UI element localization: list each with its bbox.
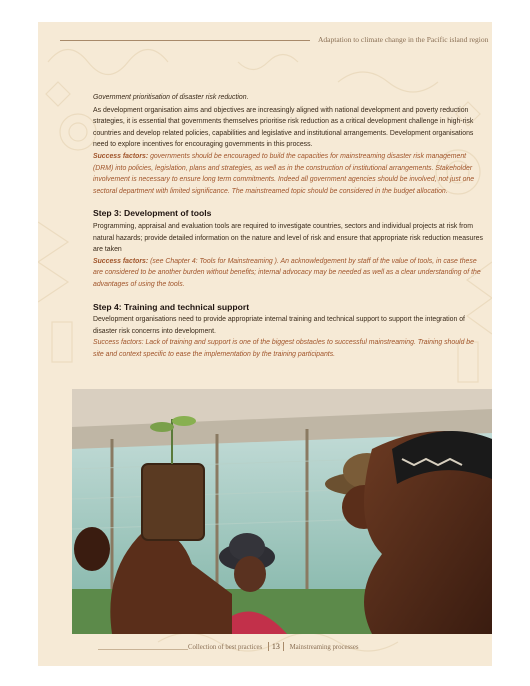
intro-success-label: Success factors:	[93, 152, 149, 160]
step3-success-text: (see Chapter 4: Tools for Mainstreaming ). An acknowledgement by staff of the value of tools, in case these are considered to be another burden without benefits; internal advocacy may be needed as well as a clear understanding of the advantages of using the tools.	[93, 257, 481, 288]
page-number: 13	[268, 642, 284, 651]
intro-heading: Government prioritisation of disaster risk reduction.	[93, 94, 249, 101]
step3-success-label: Success factors:	[93, 257, 149, 265]
intro-success-factors	[93, 151, 483, 197]
intro-body: As development organisation aims and objectives are increasingly aligned with national development and poverty reduction strategies, it is essential that governments themselves prioritise risk reduction as a critical development challenge in high-risk countries and develop related policies, capabilities and legislative and institutional arrangements. Development organisations need to explore incentives for encouraging governments in this process.	[93, 106, 474, 149]
training-photo	[72, 389, 492, 634]
intro-success-text: governments should be encouraged to build the capacities for mainstreaming disaster risk management (DRM) into policies, legislation, plans and strategies, as well as in the construction of institutional arrangements. Stakeholder involvement is necessary to ensure long term commitments. Indeed all government agencies should be involved, not just one sectoral department with limited significance. The mainstreamed topic should be considered in the budget allocation.	[93, 152, 475, 195]
footer-right-text: Mainstreaming processes	[289, 644, 359, 651]
page-footer	[188, 642, 388, 651]
footer-left-text: Collection of best practices	[188, 644, 263, 651]
photo-illustration	[72, 389, 492, 634]
main-text	[93, 92, 483, 360]
step3-title: Step 3: Development of tools	[93, 208, 212, 219]
header-rule	[60, 40, 310, 41]
step4-title: Step 4: Training and technical support	[93, 301, 250, 312]
step3-success-factors	[93, 256, 483, 291]
step4-success-factors: Success factors: Lack of training and support is one of the biggest obstacles to successful mainstreaming. Training should be site and context specific to ease the implementation by the training participants.	[93, 339, 474, 358]
footer-rule	[98, 649, 188, 650]
document-page	[38, 22, 492, 666]
running-header: Adaptation to climate change in the Pacific island region	[318, 35, 489, 44]
step3-body: Programming, appraisal and evaluation tools are required to investigate countries, sectors and individual projects at risk from natural hazards; provide detailed information on the nature and level of risk and ensure that appropriate risk reduction measures are taken	[93, 222, 483, 254]
step4-body: Development organisations need to provide appropriate internal training and technical support to support the integration of disaster risk concerns into development.	[93, 316, 465, 335]
